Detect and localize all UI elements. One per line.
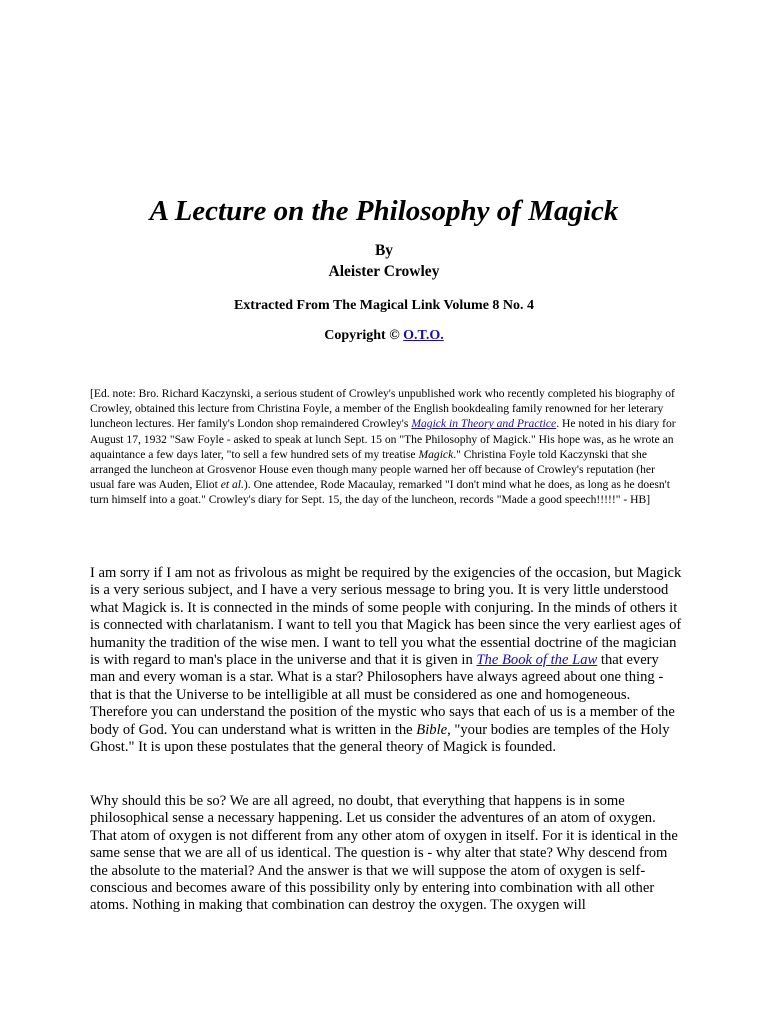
- page-title: A Lecture on the Philosophy of Magick: [149, 195, 619, 227]
- magick-in-theory-link[interactable]: Magick in Theory and Practice: [411, 417, 557, 431]
- source-line: Extracted From The Magical Link Volume 8 No. 4: [233, 298, 535, 313]
- author-name: Aleister Crowley: [328, 263, 440, 280]
- ednote-text-3: ." Christina Foyle told Kaczynski that she arranged the luncheon at Grosvenor House even though many people warned her off because of Crowley's reputation (her usual fare was Auden, Eliot: [90, 447, 655, 492]
- editor-note: [90, 386, 680, 508]
- ednote-italic-magick: Magick: [418, 447, 454, 461]
- p1-text-3: , "your bodies are temples of the Holy Ghost." It is upon these postulates that the general theory of Magick is founded.: [90, 721, 670, 756]
- copyright-line: [0, 327, 768, 345]
- ednote-text-4: ). One attendee, Rode Macaulay, remarked "I don't mind what he does, as long as he doesn't turn himself into a goat." Crowley's diary for Sept. 15, the day of the luncheon, records "Made a good speech!!!!!" - HB]: [90, 478, 670, 507]
- body-paragraph-1: [90, 565, 682, 756]
- ednote-text-2: . He noted in his diary for August 17, 1932 "Saw Foyle - asked to speak at lunch Sept. 15 on "The Philosophy of Magick." His hope was, as he wrote an aquaintance a few days later, "to sell a few hundred sets of my treatise: [90, 417, 676, 461]
- ednote-text-1: [Ed. note: Bro. Richard Kaczynski, a serious student of Crowley's unpublished work who recently completed his biography of Crowley, obtained this lecture from Christina Foyle, a member of the English bookdealing family renowned for her leterary luncheon lectures. Her family's London shop remaindered Crowley's: [90, 387, 675, 431]
- body-paragraph-2: Why should this be so? We are all agreed, no doubt, that everything that happens is in some philosophical sense a necessary happening. Let us consider the adventures of an atom of oxygen. That atom of oxygen is not different from any other atom of oxygen in itself. For it is identical in the same sense that we are all of us identical. The question is - why alter that state? Why descend from the absolute to the material? And the answer is that we will suppose the atom of oxygen is self-conscious and becomes aware of this possibility only by entering into combination with all other atoms. Nothing in making that combination can destroy the oxygen. The oxygen will: [90, 793, 678, 914]
- ednote-italic-etal: et al.: [220, 478, 244, 492]
- by-label: By: [374, 242, 394, 259]
- oto-link[interactable]: O.T.O.: [403, 328, 444, 343]
- p1-text-2: that every man and every woman is a star. What is a star? Philosophers have always agreed about one thing - that is that the Universe to be intelligible at all must be considered as one and homogeneous. Therefore you can understand the position of the mystic who says that each of us is a member of the body of God. You can understand what is written in the: [90, 652, 675, 738]
- book-of-the-law-link[interactable]: The Book of the Law: [476, 652, 598, 669]
- byline: [0, 240, 768, 282]
- p1-italic-bible: Bible: [416, 721, 448, 738]
- copyright-label: Copyright ©: [324, 328, 400, 343]
- p1-text-1: I am sorry if I am not as frivolous as might be required by the exigencies of the occasion, but Magick is a very serious subject, and I have a very serious message to bring you. It is very little understood what Magick is. It is connected in the minds of some people with conjuring. In the minds of others it is connected with charlatanism. I want to tell you that Magick has been since the very earliest ages of humanity the tradition of the wise men. I want to tell you what the essential doctrine of the magician is with regard to man's place in the universe and that it is given in: [90, 565, 682, 669]
